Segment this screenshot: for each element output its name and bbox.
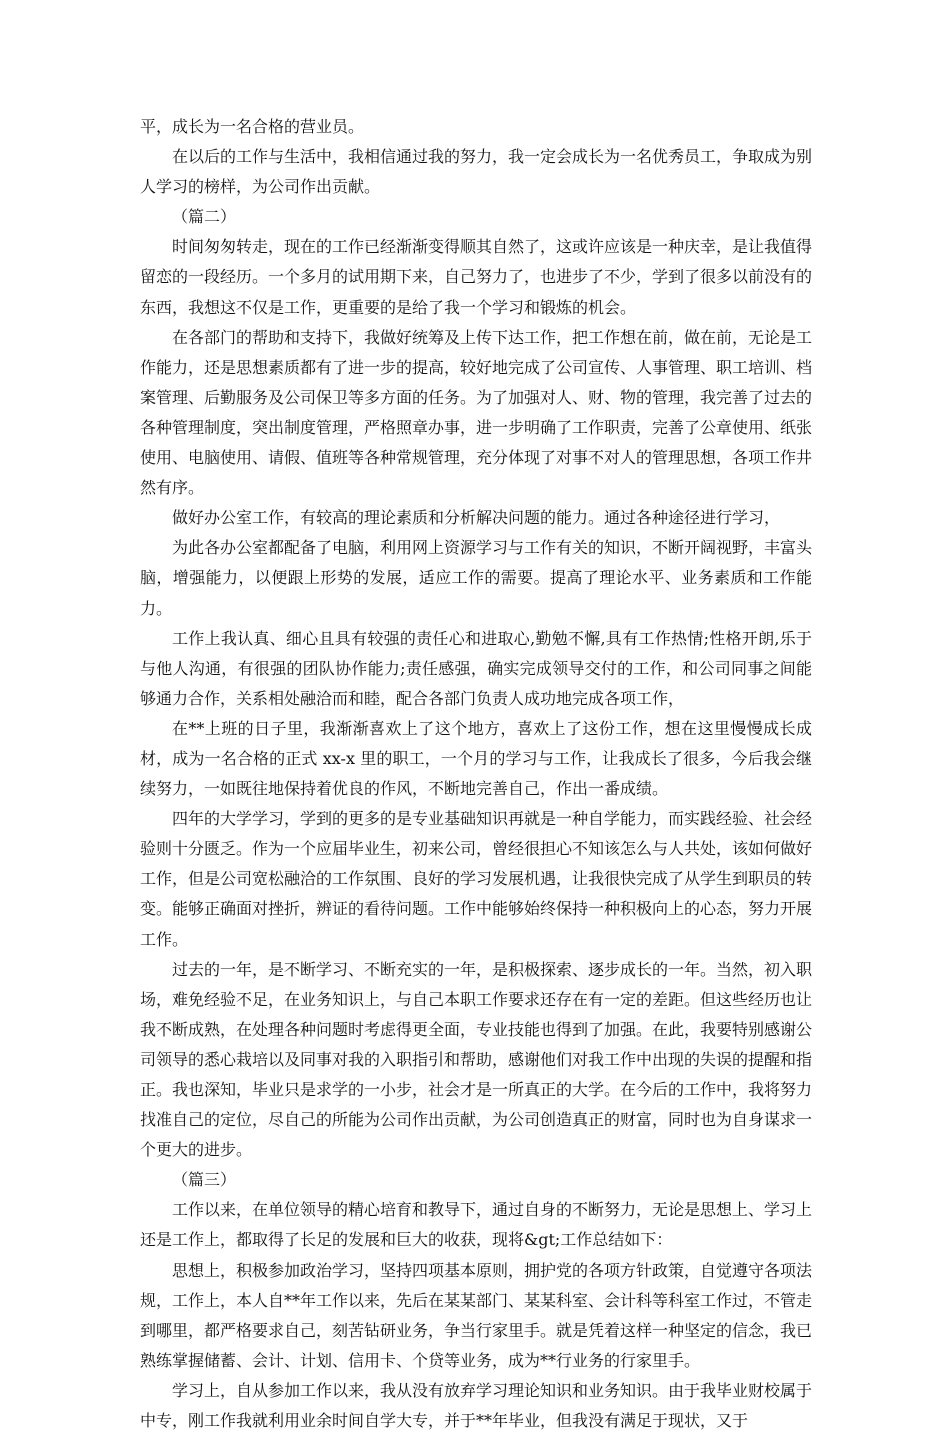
body-paragraph: 思想上，积极参加政治学习，坚持四项基本原则，拥护党的各项方针政策，自觉遵守各项法规，工作上，本人自**年工作以来，先后在某某部门、某某科室、会计科等科室工作过，不管走到哪里，都严格要求自己，刻苦钻研业务，争当行家里手。就是凭着这样一种坚定的信念，我已熟练掌握储蓄、会计、计划、信用卡、个贷等业务，成为**行业务的行家里手。 [140,1260,813,1370]
document-page [140,112,812,1436]
body-paragraph: 学习上，自从参加工作以来，我从没有放弃学习理论知识和业务知识。由于我毕业财校属于中专，刚工作我就利用业余时间自学大专，并于**年毕业，但我没有满足于现状，又于 [140,1380,813,1431]
body-paragraph: 在各部门的帮助和支持下，我做好统筹及上传下达工作，把工作想在前，做在前，无论是工作能力，还是思想素质都有了进一步的提高，较好地完成了公司宣传、人事管理、职工培训、档案管理、后勤服务及公司保卫等多方面的任务。为了加强对人、财、物的管理，我完善了过去的各种管理制度，突出制度管理，严格照章办事，进一步明确了工作职责，完善了公章使用、纸张使用、电脑使用、请假、值班等各种常规管理，充分体现了对事不对人的管理思想，各项工作井然有序。 [140,327,813,498]
body-paragraph: 时间匆匆转走，现在的工作已经渐渐变得顺其自然了，这或许应该是一种庆幸，是让我值得留恋的一段经历。一个多月的试用期下来，自己努力了，也进步了不少，学到了很多以前没有的东西，我想这不仅是工作，更重要的是给了我一个学习和锻炼的机会。 [140,237,813,317]
body-paragraph: 过去的一年，是不断学习、不断充实的一年，是积极探索、逐步成长的一年。当然，初入职场，难免经验不足，在业务知识上，与自己本职工作要求还存在有一定的差距。但这些经历也让我不断成熟，在处理各种问题时考虑得更全面，专业技能也得到了加强。在此，我要特别感谢公司领导的悉心栽培以及同事对我的入职指引和帮助，感谢他们对我工作中出现的失误的提醒和指正。我也深知，毕业只是求学的一小步，社会才是一所真正的大学。在今后的工作中，我将努力找准自己的定位，尽自己的所能为公司作出贡献，为公司创造真正的财富，同时也为自身谋求一个更大的进步。 [140,959,813,1160]
body-paragraph: 四年的大学学习，学到的更多的是专业基础知识再就是一种自学能力，而实践经验、社会经验则十分匮乏。作为一个应届毕业生，初来公司，曾经很担心不知该怎么与人共处，该如何做好工作，但是公司宽松融洽的工作氛围、良好的学习发展机遇，让我很快完成了从学生到职员的转变。能够正确面对挫折，辨证的看待问题。工作中能够始终保持一种积极向上的心态，努力开展工作。 [140,809,813,949]
continuation-paragraph: 平，成长为一名合格的营业员。 [140,117,365,136]
body-paragraph: 在以后的工作与生活中，我相信通过我的努力，我一定会成长为一名优秀员工，争取成为别人学习的榜样，为公司作出贡献。 [140,147,813,197]
section-heading: （篇二） [172,207,237,227]
section-heading: （篇三） [172,1170,237,1190]
body-paragraph: 工作上我认真、细心且具有较强的责任心和进取心,勤勉不懈,具有工作热情;性格开朗,乐于与他人沟通，有很强的团队协作能力;责任感强，确实完成领导交付的工作，和公司同事之间能够通力合作，关系相处融洽而和睦，配合各部门负责人成功地完成各项工作， [140,628,812,708]
body-paragraph: 做好办公室工作，有较高的理论素质和分析解决问题的能力。通过各种途径进行学习， [172,508,781,528]
body-paragraph: 为此各办公室都配备了电脑，利用网上资源学习与工作有关的知识，不断开阔视野，丰富头脑，增强能力，以便跟上形势的发展，适应工作的需要。提高了理论水平、业务素质和工作能力。 [140,538,813,618]
body-paragraph: 在**上班的日子里，我渐渐喜欢上了这个地方，喜欢上了这份工作，想在这里慢慢成长成材，成为一名合格的正式 xx-x 里的职工，一个月的学习与工作，让我成长了很多，今后我会继续努力，一如既往地保持着优良的作风，不断地完善自己，作出一番成绩。 [140,718,812,799]
body-paragraph: 工作以来，在单位领导的精心培育和教导下，通过自身的不断努力，无论是思想上、学习上还是工作上，都取得了长足的发展和巨大的收获，现将&gt;工作总结如下： [140,1200,813,1250]
